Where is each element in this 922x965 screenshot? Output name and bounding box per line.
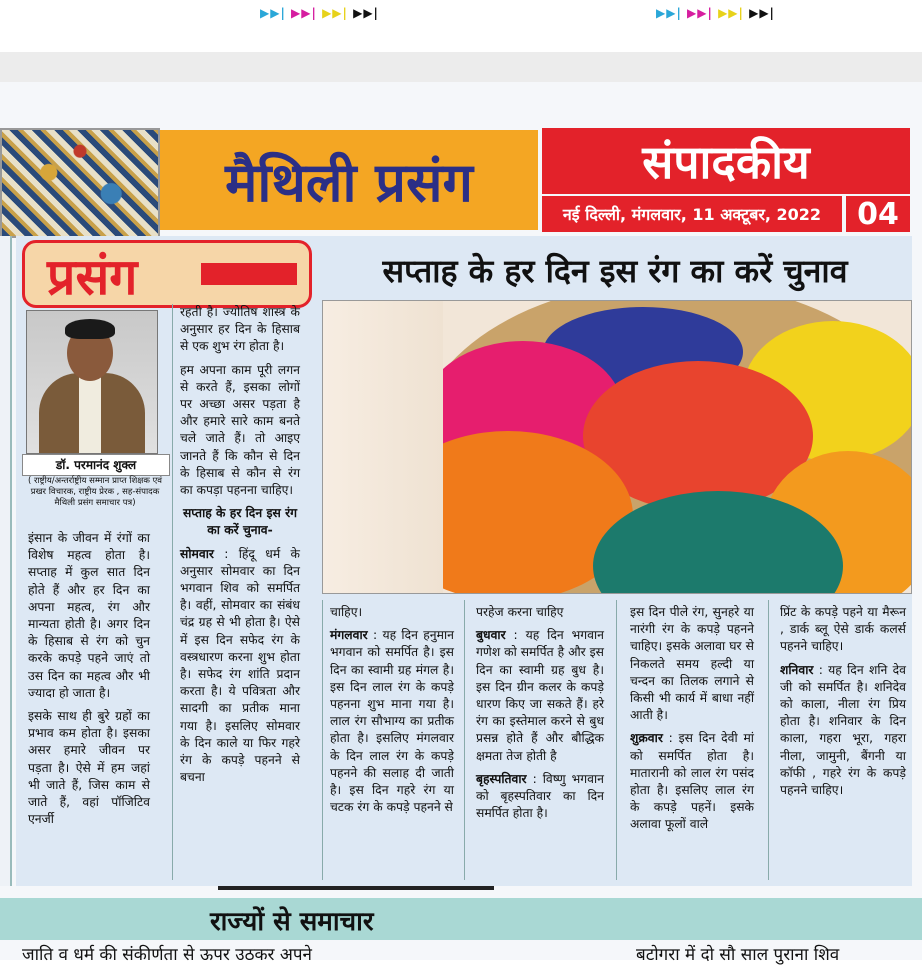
paragraph: इंसान के जीवन में रंगों का विशेष महत्व होता है। सप्ताह में कुल सात दिन होते हैं और हर दिन का अपना महत्व, रंग और मान्यता होती है। अगर दिन के हिसाब से रंग को चुन करके कपड़े पहने जाएं तो उस दिन का महत्व और भी ज्यादा हो जाता है। [28,531,150,700]
column-divider [616,600,617,880]
paragraph: हम अपना काम पूरी लगन से करते हैं, इसका लोगों पर अच्छा असर पड़ता है और हमारे सारे काम बनते चले जाते हैं। तो आइए जानते हैं कि कौन से दिन के हिसाब से कौन से रंग का कपड़ा पहनना चाहिए। [180,362,300,498]
paragraph [630,730,754,833]
article-column-6 [780,604,906,805]
next-article-headline-right: बटोगरा में दो सौ साल पुराना शिव [636,945,840,965]
madhubani-art-image [0,128,160,238]
paragraph: चाहिए। [330,605,363,619]
paragraph: परहेज करना चाहिए [476,605,564,619]
paragraph [476,771,604,823]
day-label: बृहस्पतिवार [476,771,527,786]
paragraph: रहती है। ज्योतिष शास्त्र के अनुसार हर दिन के हिसाब से एक शुभ रंग होता है। [180,305,300,354]
article-column-2 [180,304,300,792]
author-description: ( राष्ट्रीय/अन्तर्राष्ट्रीय सम्मान प्राप्त शिक्षक एवं प्रखर विचारक, राष्ट्रीय प्रेरक , सह-संपादक मैथिली प्रसंग समाचार पत्र) [27,476,163,508]
column-divider [464,600,465,880]
paragraph-text: : विष्णु भगवान को बृहस्पतिवार का दिन समर्पित होता है। [476,771,604,821]
article-headline: सप्ताह के हर दिन इस रंग का करें चुनाव [382,251,848,290]
day-label: बुधवार [476,628,506,643]
paragraph-text: : यह दिन हनुमान भगवान को समर्पित है। इस दिन का स्वामी ग्रह मंगल है। इस दिन लाल रंग के कपड़े पहनना शुभ माना गया है। लाल रंग सौभाग्य का प्रतीक होता है। इसलिए मंगलवार के दिन लाल रंग के कपड़े पहनने की सलाह दी जाती है। इस दिन गहरे रंग या चटक रंग के कपड़े पहनने से [330,628,454,815]
column-divider [768,600,769,880]
author-name: डॉ. परमानंद शुक्ल [22,454,170,476]
paragraph: इसके साथ ही बुरे ग्रहों का प्रभाव कम होता है। इसका असर हमारे जीवन पर पड़ता है। ऐसे में हम जहां भी जाते हैं, जिस काम से जाते हैं, वहां पॉजिटिव एनर्जी [28,709,150,827]
dateline: नई दिल्ली, मंगलवार, 11 अक्टूबर, 2022 [542,196,842,232]
tag-red-bar [201,263,297,285]
prasang-tag [22,240,312,308]
paragraph [180,546,300,787]
section-end-rule [218,886,494,890]
article-column-5 [630,604,754,840]
paragraph-text: : यह दिन भगवान गणेश को समर्पित है और इस दिन का स्वामी ग्रह बुध है। इस दिन ग्रीन कलर के कपड़े धारण किए जा सकते हैं। हरे रंग का इस्तेमाल करने से बुध प्रसन्न होते हैं और बौद्धिक क्षमता तेज होती है [476,628,604,763]
top-margin [0,0,922,53]
registration-marks-left: ▶▶| ▶▶| ▶▶| ▶▶| [260,6,379,20]
paragraph: प्रिंट के कपड़े पहने या मैरून , डार्क ब्लू ऐसे डार्क कलर्स पहनने चाहिए। [780,605,906,654]
masthead-title-box [160,130,538,230]
section-title: संपादकीय [642,135,810,189]
author-photo [26,310,158,454]
article-column-3 [330,604,454,822]
states-news-banner [0,898,922,940]
column-divider [322,600,323,880]
day-label: सोमवार [180,546,214,561]
paragraph-text: : इस दिन देवी मां को समर्पित होता है। मातारानी को लाल रंग पसंद होता है। इसलिए लाल रंग के कपड़े पहनें। इसके अलावा फूलों वाले [630,731,754,832]
article-column-1 [28,530,150,834]
colored-powder-photo [322,300,912,594]
states-news-title: राज्यों से समाचार [210,907,374,937]
page-number: 04 [846,196,910,232]
paragraph [330,627,454,816]
left-column-edge [0,236,12,886]
registration-marks-right: ▶▶| ▶▶| ▶▶| ▶▶| [656,6,775,20]
next-article-headline-left: जाति व धर्म की संकीर्णता से ऊपर उठकर अपने [22,945,312,965]
paragraph-text: : यह दिन शनि देव जी को समर्पित है। शनिदेव को काला, नीला रंग प्रिय होता है। शनिवार के दिन काला, गहरा भूरा, गहरा नीला, जामुनी, बैंगनी या कॉफी , गहरे रंग के कपड़े पहनने चाहिए। [780,662,906,798]
masthead-title: मैथिली प्रसंग [225,150,473,214]
day-label: मंगलवार [330,628,368,643]
paragraph [780,662,906,800]
column-divider [172,304,173,880]
prasang-tag-text: प्रसंग [47,247,138,306]
paragraph [476,627,604,765]
subheading: सप्ताह के हर दिन इस रंग का करें चुनाव- [182,506,298,538]
article-column-4 [476,604,604,828]
section-title-box [542,128,910,194]
day-label: शनिवार [780,662,814,677]
paragraph-text: : हिंदू धर्म के अनुसार सोमवार का दिन भगवान शिव को समर्पित है। वहीं, सोमवार का संबंध चंद्र ग्रह से भी होता है। ऐसे में इस दिन सफेद रंग के वस्त्रधारण करना शुभ होता है। सफेद रंग शांति प्रदान करता है। ये पवित्रता और सादगी का प्रतीक माना गया है। इसलिए सोमवार के दिन काले या फिर गहरे रंग के कपड़े पहनने से बचना [180,546,300,785]
page-gap [0,52,922,83]
day-label: शुक्रवार [630,731,663,746]
paragraph: इस दिन पीले रंग, सुनहरे या नारंगी रंग के कपड़े पहनने चाहिए। इसके अलावा घर से निकलते समय हल्दी या चन्दन का तिलक लगाने से किसी भी कार्य में बाधा नहीं आती है। [630,605,754,723]
